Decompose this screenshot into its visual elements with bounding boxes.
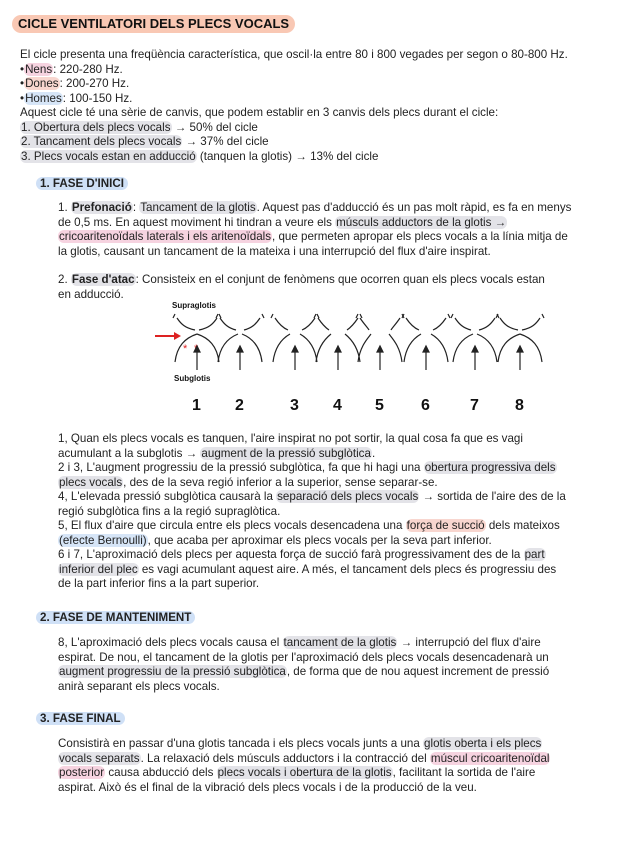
prefonacio-term: Prefonació — [71, 201, 132, 214]
figure-number: 8 — [515, 397, 524, 414]
manteniment-paragraph: 8, L'aproximació dels plecs vocals causa el tancament de la glotis → interrupció del flux d'aire espirat. De nou, el tancament de la glotis per l'aproximació dels plecs vocals desencadenarà un augment progressiu de la pressió subglòtica, de forma que de nou aquest increment de pressió anirà separant els plecs vocals. — [58, 636, 550, 693]
bullet-homes: •Homes: 100-150 Hz. — [20, 91, 133, 105]
figure-number: 6 — [421, 397, 430, 414]
figure-number: 3 — [290, 397, 299, 414]
bullet-nens: •Nens: 220-280 Hz. — [20, 62, 123, 76]
vocal-fold-cycle-figure — [150, 300, 550, 420]
figure-number: 7 — [470, 397, 479, 414]
subglotis-label: Subglotis — [174, 374, 211, 383]
figure-number: 4 — [333, 397, 342, 414]
vocal-fold-sketch — [451, 314, 499, 370]
vocal-fold-sketch — [216, 314, 264, 370]
vocal-fold-sketch — [496, 314, 544, 370]
vocal-fold-sketch — [173, 314, 221, 370]
section-title-manteniment: 2. FASE DE MANTENIMENT — [36, 611, 195, 626]
asterisk-icon: * — [183, 343, 188, 355]
steps-block: 1, Quan els plecs vocals es tanquen, l'aire inspirat no pot sortir, la qual cosa fa que es vagi acumulant a la subglotis → augment de la pressió subglòtica. 2 i 3, L'augment progressiu de la pressió subglòtica, fa que hi hagi una obertura progressiva dels plecs vocals, des de la seva regió inferior a la superior, sense separar-se. 4, L'elevada pressió subglòtica causarà la separació dels plecs vocals → sortida de l'aire des de la regió subglòtica fins a la regió supraglòtica. 5, El flux d'aire que circula entre els plecs vocals desencadena una força de succió dels mateixos (efecte Bernoulli), que acaba per aproximar els plecs vocals per la seva part inferior. 6 i 7, L'aproximació dels plecs per aquesta força de succió farà progressivament des de la part inferior del plec es vagi acumulant aquest aire. A més, el tancament dels plecs és progressiu des de la part inferior fins a la part superior. — [58, 432, 566, 590]
cycle-item-2: 2. Tancament dels plecs vocals → 37% del cicle — [21, 135, 269, 148]
fase-atac-term: Fase d'atac — [71, 273, 135, 286]
figure-number: 2 — [235, 397, 244, 414]
nens-label: Nens — [25, 62, 53, 76]
figure-number: 5 — [375, 397, 384, 414]
section-title-final: 3. FASE FINAL — [36, 712, 125, 727]
vocal-fold-sketch — [356, 314, 404, 370]
homes-label: Homes — [25, 91, 62, 105]
dones-label: Dones — [25, 77, 59, 90]
fase-atac-paragraph: 2. Fase d'atac: Consisteix en el conjunt de fenòmens que ocorren quan els plecs vocals estan en adducció. — [58, 273, 545, 301]
cycle-item-3: 3. Plecs vocals estan en adducció (tanquen la glotis) → 13% del cicle — [21, 149, 379, 163]
intro-line: El cicle presenta una freqüència característica, que oscil·la entre 80 i 800 vegades per segon o 80-800 Hz. — [20, 48, 568, 61]
section-title-inici: 1. FASE D'INICI — [36, 177, 128, 192]
final-paragraph: Consistirà en passar d'una glotis tancada i els plecs vocals junts a una glotis oberta i els plecs vocals separats. La relaxació dels músculs adductors i la contracció del múscul cricoaritenoïdal posterior causa abducció dels plecs vocals i obertura de la glotis, facilitant la sortida de l'aire aspirat. Això és el final de la vibració dels plecs vocals i de la producció de la veu. — [58, 737, 550, 794]
cycle-item-1: 1. Obertura dels plecs vocals → 50% del cicle — [21, 120, 258, 134]
vocal-fold-sketch — [271, 314, 319, 370]
bullet-dones: •Dones: 200-270 Hz. — [20, 77, 130, 90]
supraglotis-label: Supraglotis — [172, 301, 217, 310]
vocal-fold-sketch — [402, 314, 450, 370]
figure-number: 1 — [192, 397, 201, 414]
page-title: CICLE VENTILATORI DELS PLECS VOCALS — [12, 15, 295, 33]
red-arrow-icon — [155, 332, 181, 340]
prefonacio-paragraph: 1. Prefonació: Tancament de la glotis. Aquest pas d'adducció és un pas molt ràpid, es fa en menys de 0,5 ms. En aquest moviment hi tindran a veure els músculs adductors de la glotis → cricoaritenoïdals laterals i els aritenoïdals, que permeten apropar els plecs vocals a la línia mitja de la glotis, causant un tancament de la mateixa i una interrupció del flux d'aire inspirat. — [58, 201, 572, 258]
intro-block — [20, 48, 620, 164]
intro-line: Aquest cicle té una sèrie de canvis, que podem establir en 3 canvis dels plecs durant el cicle: — [20, 106, 499, 119]
vocal-fold-sketch — [314, 314, 362, 370]
